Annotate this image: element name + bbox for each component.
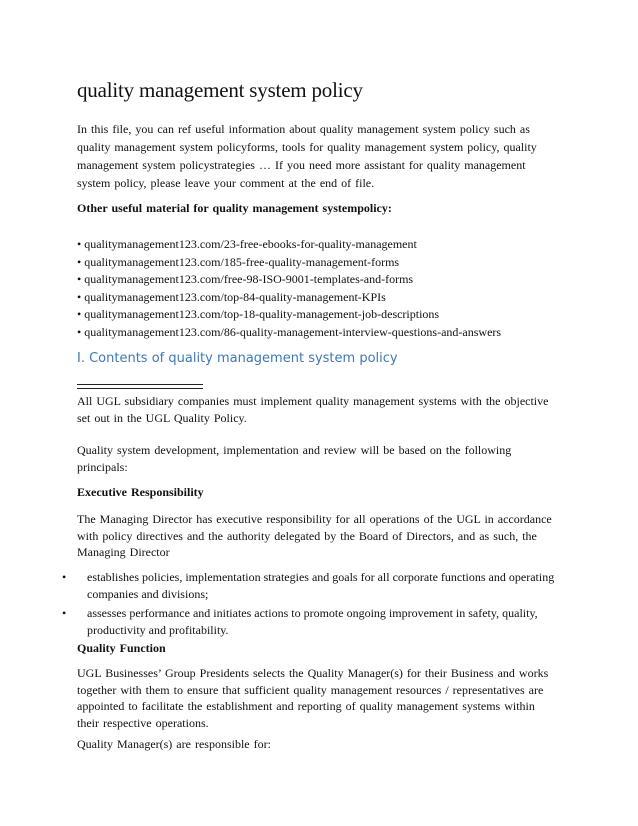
principles-paragraph: Quality system development, implementation and review will be based on the following principals:	[77, 443, 512, 474]
resource-link[interactable]: • qualitymanagement123.com/23-free-ebooks-for-quality-management	[77, 237, 417, 251]
resource-link[interactable]: • qualitymanagement123.com/86-quality-management-interview-questions-and-answers	[77, 324, 502, 339]
list-item	[60, 605, 560, 638]
bullet-icon: •	[62, 606, 67, 620]
resource-link[interactable]: • qualitymanagement123.com/top-18-quality-management-job-descriptions	[77, 307, 440, 321]
page-title: quality management system policy	[77, 78, 363, 102]
intro-paragraph: In this file, you can ref useful information about quality management system policy such as quality management system policyforms, tools for quality management system policy, quality management system policystrategies … If you need more assistant for quality management system policy, please leave your comment at the end of file.	[77, 122, 537, 190]
bullet-text: assesses performance and initiates actions to promote ongoing improvement in safety, quality, productivity and profitability.	[87, 606, 538, 637]
useful-material-heading: Other useful material for quality management systempolicy:	[77, 201, 392, 215]
section-heading: I. Contents of quality management system policy	[77, 351, 398, 366]
double-rule-divider	[77, 384, 203, 389]
responsibility-bullet-list	[60, 569, 560, 641]
executive-paragraph: The Managing Director has executive responsibility for all operations of the UGL in accordance with policy directives and the authority delegated by the Board of Directors, and as such, the Managing Director	[77, 512, 552, 559]
bullet-icon: •	[62, 570, 67, 584]
resource-link[interactable]: • qualitymanagement123.com/top-84-quality-management-KPIs	[77, 289, 386, 304]
resource-link[interactable]: • qualitymanagement123.com/free-98-ISO-9001-templates-and-forms	[77, 272, 414, 286]
quality-function-paragraph: UGL Businesses’ Group Presidents selects the Quality Manager(s) for their Business and works together with them to ensure that sufficient quality management resources / representatives are appointed to facilitate the establishment and reporting of quality management systems within their respective operations.	[77, 666, 549, 730]
list-item	[60, 569, 560, 602]
responsible-paragraph: Quality Manager(s) are responsible for:	[77, 737, 271, 751]
resource-link-list	[77, 236, 501, 341]
bullet-text: establishes policies, implementation strategies and goals for all corporate functions and operating companies and divisions;	[87, 570, 555, 601]
resource-link[interactable]: • qualitymanagement123.com/185-free-quality-management-forms	[77, 254, 400, 269]
quality-function-heading: Quality Function	[77, 641, 166, 655]
policy-paragraph: All UGL subsidiary companies must implement quality management systems with the objective set out in the UGL Quality Policy.	[77, 394, 549, 425]
executive-heading: Executive Responsibility	[77, 485, 204, 499]
